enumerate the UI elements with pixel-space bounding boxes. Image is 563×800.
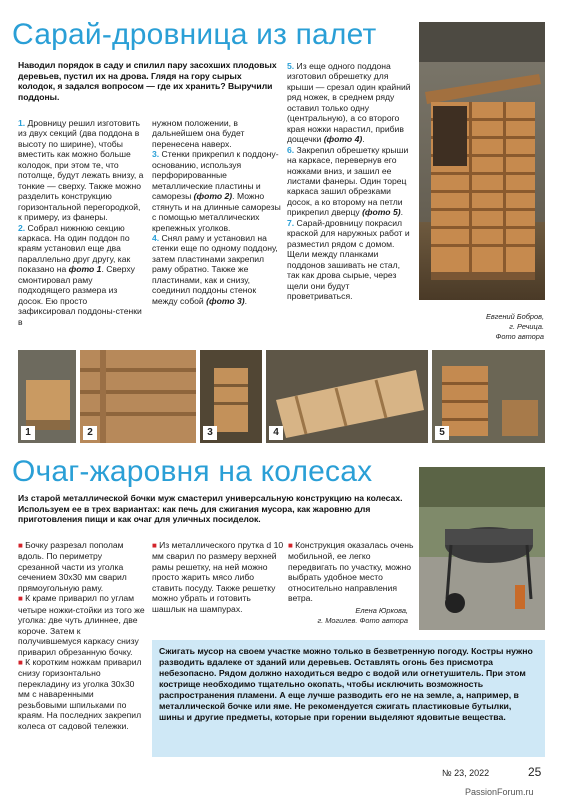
paragraph-text: Дровницу решил изготовить из двух секций (два поддона в высоту по ширине), чтобы вместить как можно больше колодок, при этом те, что потолще, будут лежать внизу, а тонкие — сверху. Также можно разделить конструкцию горизонтальной перегородкой, к примеру, из фанеры. (18, 118, 144, 223)
paragraph-text: Закрепил обрешетку крыши на каркасе, перевернув его ножками вниз, и зашил ее листами фанеры. Один торец каркаса зашил обрезками досок, а ко второму на петли прикрепил дверцу (287, 144, 409, 218)
bullet-paragraph (152, 540, 284, 614)
paragraph-text: Собрал нижнюю секцию каркаса. На один поддон по краям установил еще два параллельно друг другу, как показано на (18, 222, 131, 275)
watermark: PassionForum.ru (465, 787, 534, 797)
photo-reference: (фото 3) (206, 295, 245, 306)
credit-author-2: Елена Юркова, (355, 606, 408, 615)
bullet-square-icon: ■ (288, 541, 296, 550)
photo-1 (18, 350, 76, 443)
paragraph-text-after: . (362, 134, 365, 145)
bullet-paragraph (18, 657, 145, 731)
photo-3-number: 3 (203, 426, 217, 440)
bullet-paragraph (18, 540, 145, 593)
photo-2-number: 2 (83, 426, 97, 440)
photo-reference: (фото 4) (323, 134, 363, 145)
paragraph-text-after: . (244, 295, 248, 306)
photo-4 (266, 350, 428, 443)
bullet-square-icon: ■ (152, 541, 160, 550)
step-number: 6. (287, 144, 295, 155)
paragraph (152, 233, 282, 306)
paragraph (287, 218, 413, 302)
bullet-text: К краме приварил по углам четыре ножки-стойки из того же уголка: две чуть длиннее, две короче. Затем к получившемуся каркасу снизу приварил обрезанную бочку. (18, 593, 145, 657)
paragraph-text: нужном положении, в дальнейшем она будет перенесена наверх. (152, 118, 245, 149)
article2-lead: Из старой металлической бочки муж смастерил универсальную конструкцию на колесах. Используем ее в трех вариантах: как печь для сжигания мусора, как жаровню для приготовления пищи и как очаг для уличных посиделок. (18, 493, 403, 525)
paragraph-text: Стенки прикрепил к поддону-основанию, используя перфорированные металлические пластины и саморезы (152, 149, 279, 202)
paragraph (18, 223, 144, 328)
page-number: 25 (528, 765, 542, 779)
photo-3 (200, 350, 262, 443)
paragraph-text-after: . Можно стянуть и на длинные саморезы с помощью металлических крепежных уголков. (152, 191, 281, 233)
photo-reference: (фото 5) (362, 207, 401, 218)
brazier-photo (419, 467, 545, 630)
step-number: 4. (152, 232, 160, 243)
bullet-text: Конструкция оказалась очень мобильной, ее легко передвигать по участку, можно выбрать удобное место относительно направления ветра. (288, 540, 414, 604)
bullet-text: К коротким ножкам приварил снизу горизонтально перекладину из уголка 30х30 мм с навaренными резьбовыми шпильками по краям. На последних закрепил колеса от садовой тележки. (18, 656, 142, 731)
photo-reference: фото 1 (68, 264, 102, 275)
article2-col2 (152, 540, 284, 614)
paragraph-text-after: . (400, 207, 403, 218)
article1-col2 (152, 118, 282, 306)
photo-5-number: 5 (435, 426, 449, 440)
credit-author: Евгений Бобров, (485, 312, 544, 321)
article2-title: Очаг-жаровня на колесах (12, 455, 373, 488)
step-number: 7. (287, 217, 295, 228)
paragraph (152, 118, 282, 149)
photo-5 (432, 350, 545, 443)
article1-credit (420, 312, 544, 342)
step-number: 3. (152, 149, 160, 160)
bullet-text: Из металлического прутка d 10 мм сварил по размеру верхней рамы решетку, на ней можно просто жарить мясо либо ставить посуду. Также решетку можно убрать и готовить шашлык на шампурах. (152, 540, 284, 614)
photo-2 (80, 350, 196, 443)
bullet-text: Бочку разрезал пополам вдоль. По периметру срезанной части из уголка сечением 30х30 мм сварил прямоугольную раму. (18, 540, 127, 593)
photo-4-number: 4 (269, 426, 283, 440)
paragraph (287, 145, 413, 218)
article2-col1 (18, 540, 145, 731)
paragraph (18, 118, 144, 223)
shed-main-photo (419, 22, 545, 300)
bullet-square-icon: ■ (18, 541, 26, 550)
article2-col3 (288, 540, 414, 604)
paragraph-text: Сарай-дровницу покрасил краской для наружных работ и разместил рядом с домом. Щели между планками поддонов зашивать не стал, так как дрова сырые, через щели они будут проветриваться. (287, 217, 410, 301)
paragraph-text-after: . Сверху смонтировал раму подходящего размера из досок. Ею просто зафиксировал поддоны-стенки в (18, 264, 142, 327)
article1-lead: Наводил порядок в саду и спилил пару засохших плодовых деревьев, пустил их на дрова. Глядя на гору сырых колодок, я задался вопросом — где их хранить? Выручили поддоны. (18, 60, 277, 102)
paragraph (152, 149, 282, 233)
bullet-square-icon: ■ (18, 657, 26, 667)
paragraph (287, 61, 413, 145)
credit-city-2: г. Могилев. Фото автора (317, 616, 408, 625)
article2-credit (288, 606, 408, 626)
issue-number: № 23, 2022 (442, 768, 490, 778)
step-number: 5. (287, 61, 295, 71)
bullet-paragraph (288, 540, 414, 604)
article1-col3 (287, 61, 413, 301)
step-number: 2. (18, 222, 26, 233)
safety-note: Сжигать мусор на своем участке можно только в безветренную погоду. Костры нужно разводить вдалеке от зданий или деревьев. Оставлять огонь без присмотра небезопасно. Рядом должно находиться ведро с водой или огнетушитель. При этом кострище необходимо тщательно окопать, чтобы исключить возможность распространения пламени. А еще лучше разводить его не на земле, а, например, в металлической бочке или яме. Не рекомендуется сжигать пластиковые бутылки, шины и другие предметы, которые при горении выделяют ядовитые вещества. (152, 640, 545, 757)
photo-1-number: 1 (21, 426, 35, 440)
paragraph-text: Снял раму и установил на стенки еще по одному поддону, затем пластинами закрепил раму обратно. Также же пластинами, как и снизу, соединил поддоны стенок между собой (152, 232, 278, 306)
article1-title: Сарай-дровница из палет (12, 18, 377, 51)
paragraph-text: Из еще одного поддона изготовил обрешетку для крыши — срезал один крайний ряд ножек, в среднем ряду оставил только одну (центральную), а со второго края ножки нарастил, прибив дощечки (287, 61, 411, 145)
credit-photo: Фото автора (495, 332, 544, 341)
article1-col1 (18, 118, 144, 327)
bullet-paragraph (18, 593, 145, 657)
credit-city: г. Речица. (509, 322, 544, 331)
photo-reference: (фото 2) (193, 191, 233, 202)
step-number: 1. (18, 118, 26, 128)
bullet-square-icon: ■ (18, 594, 26, 604)
